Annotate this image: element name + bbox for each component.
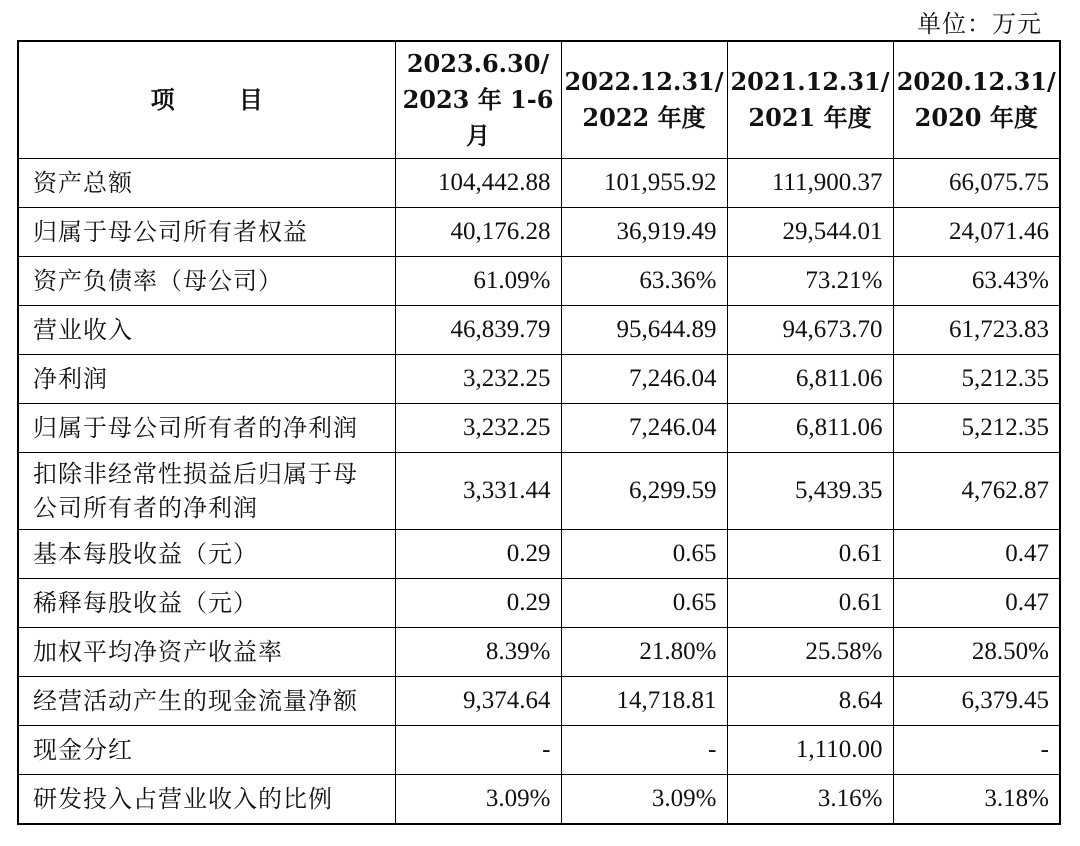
header-col-period: 2023 年 1-6 月 — [402, 85, 554, 150]
row-value: 7,246.04 — [561, 355, 727, 404]
row-value: 0.29 — [395, 530, 561, 579]
row-label: 经营活动产生的现金流量净额 — [18, 677, 395, 726]
row-value: - — [395, 726, 561, 775]
row-value: 24,071.46 — [893, 208, 1060, 257]
row-value: 6,811.06 — [727, 404, 893, 453]
row-value: 3.16% — [727, 775, 893, 824]
header-col-date: 2023.6.30/ — [406, 49, 550, 78]
row-value: 3.09% — [395, 775, 561, 824]
table-row — [18, 453, 1060, 530]
row-value: 25.58% — [727, 628, 893, 677]
row-value: 5,212.35 — [893, 355, 1060, 404]
row-value: 4,762.87 — [893, 453, 1060, 530]
header-col-2022 — [561, 41, 727, 159]
row-value: 8.64 — [727, 677, 893, 726]
table-row — [18, 726, 1060, 775]
row-value: 29,544.01 — [727, 208, 893, 257]
row-value: 9,374.64 — [395, 677, 561, 726]
row-value: 0.47 — [893, 579, 1060, 628]
row-label: 资产负债率（母公司） — [18, 257, 395, 306]
row-value: 101,955.92 — [561, 159, 727, 208]
table-row — [18, 159, 1060, 208]
header-col-date: 2020.12.31/ — [896, 67, 1056, 96]
row-value: 61.09% — [395, 257, 561, 306]
row-value: 6,379.45 — [893, 677, 1060, 726]
row-value: 3.09% — [561, 775, 727, 824]
row-value: 0.61 — [727, 579, 893, 628]
row-value: 95,644.89 — [561, 306, 727, 355]
row-value: 5,439.35 — [727, 453, 893, 530]
row-value: 0.47 — [893, 530, 1060, 579]
header-col-period: 2022 年度 — [582, 103, 706, 132]
row-value: 94,673.70 — [727, 306, 893, 355]
row-label: 基本每股收益（元） — [18, 530, 395, 579]
row-value: 28.50% — [893, 628, 1060, 677]
header-col-period: 2020 年度 — [914, 103, 1038, 132]
table-row — [18, 257, 1060, 306]
unit-label: 单位：万元 — [917, 10, 1042, 38]
table-row — [18, 628, 1060, 677]
row-value: 0.61 — [727, 530, 893, 579]
row-label: 加权平均净资产收益率 — [18, 628, 395, 677]
row-label: 归属于母公司所有者权益 — [18, 208, 395, 257]
row-value: 104,442.88 — [395, 159, 561, 208]
header-col-2020 — [893, 41, 1060, 159]
row-value: 21.80% — [561, 628, 727, 677]
row-value: 61,723.83 — [893, 306, 1060, 355]
row-value: 0.65 — [561, 579, 727, 628]
row-value: - — [893, 726, 1060, 775]
row-value: 8.39% — [395, 628, 561, 677]
row-value: 14,718.81 — [561, 677, 727, 726]
row-value: 1,110.00 — [727, 726, 893, 775]
table-row — [18, 306, 1060, 355]
row-value: 3,232.25 — [395, 355, 561, 404]
row-value: 36,919.49 — [561, 208, 727, 257]
row-value: 40,176.28 — [395, 208, 561, 257]
row-label: 现金分红 — [18, 726, 395, 775]
row-value: 3.18% — [893, 775, 1060, 824]
row-value: 46,839.79 — [395, 306, 561, 355]
row-value: 63.36% — [561, 257, 727, 306]
header-item: 项 目 — [18, 41, 395, 159]
table-row — [18, 404, 1060, 453]
financial-table — [17, 40, 1061, 825]
row-value: 0.65 — [561, 530, 727, 579]
row-value: - — [561, 726, 727, 775]
row-value: 3,331.44 — [395, 453, 561, 530]
header-col-period: 2021 年度 — [748, 103, 872, 132]
row-value: 6,811.06 — [727, 355, 893, 404]
table-row — [18, 355, 1060, 404]
table-row — [18, 775, 1060, 824]
row-label: 营业收入 — [18, 306, 395, 355]
table-row — [18, 579, 1060, 628]
header-col-2021 — [727, 41, 893, 159]
row-value: 73.21% — [727, 257, 893, 306]
row-label: 研发投入占营业收入的比例 — [18, 775, 395, 824]
row-value: 63.43% — [893, 257, 1060, 306]
row-value: 6,299.59 — [561, 453, 727, 530]
row-label: 稀释每股收益（元） — [18, 579, 395, 628]
row-label: 归属于母公司所有者的净利润 — [18, 404, 395, 453]
table-row — [18, 208, 1060, 257]
row-label: 扣除非经常性损益后归属于母公司所有者的净利润 — [18, 453, 395, 530]
row-value: 66,075.75 — [893, 159, 1060, 208]
header-col-date: 2022.12.31/ — [564, 67, 724, 96]
header-col-2023h1 — [395, 41, 561, 159]
row-label: 资产总额 — [18, 159, 395, 208]
table-header-row — [18, 41, 1060, 159]
row-value: 7,246.04 — [561, 404, 727, 453]
row-value: 111,900.37 — [727, 159, 893, 208]
header-col-date: 2021.12.31/ — [730, 67, 890, 96]
row-label: 净利润 — [18, 355, 395, 404]
row-value: 5,212.35 — [893, 404, 1060, 453]
table-row — [18, 677, 1060, 726]
row-value: 0.29 — [395, 579, 561, 628]
row-value: 3,232.25 — [395, 404, 561, 453]
table-row — [18, 530, 1060, 579]
